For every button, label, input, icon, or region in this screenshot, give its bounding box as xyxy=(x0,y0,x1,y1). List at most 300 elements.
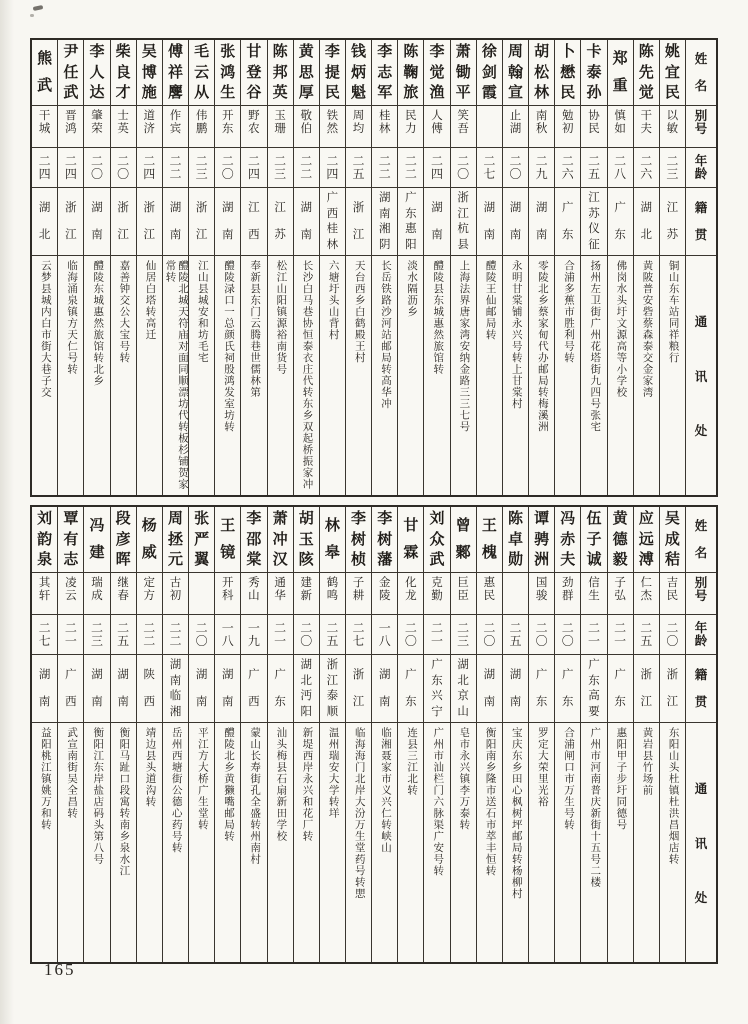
entry-origin-cell: 湖 北 沔 阳 xyxy=(294,655,319,723)
header-column xyxy=(686,40,716,495)
entry-column xyxy=(660,507,686,962)
entry-name-cell: 傅 祥 麐 xyxy=(163,40,188,106)
address-cell xyxy=(346,256,371,495)
address-text: 永明甘棠铺永兴号转上甘棠村 xyxy=(510,260,522,410)
entry-age-cell: 二 一 xyxy=(608,615,633,655)
entry-column xyxy=(215,507,241,962)
address-text: 罗定大荣里光裕 xyxy=(536,727,548,808)
entry-age-cell: 二 八 xyxy=(608,148,633,188)
entry-alias-cell: 化 龙 xyxy=(398,573,423,615)
entry-alias-cell: 金 陵 xyxy=(372,573,397,615)
address-cell xyxy=(398,723,423,962)
entry-age-cell: 二 〇 xyxy=(84,148,109,188)
entry-alias-cell: 定 方 xyxy=(137,573,162,615)
entry-alias-cell xyxy=(189,573,214,615)
entry-column xyxy=(137,40,163,495)
address-text: 汕头梅县石扇新田学校 xyxy=(275,727,287,842)
entry-alias-cell: 南 秋 xyxy=(529,106,554,148)
entry-name-cell: 张 鸿 生 xyxy=(215,40,240,106)
entry-origin-cell: 湖 南 xyxy=(32,655,57,723)
address-text: 临湘聂家市义兴仁转峡山 xyxy=(379,727,391,854)
entry-age-cell: 二 四 xyxy=(32,148,57,188)
address-cell xyxy=(424,723,449,962)
address-cell xyxy=(84,256,109,495)
address-cell xyxy=(451,256,476,495)
scan-edge-shadow xyxy=(0,0,14,1024)
entry-name-cell: 冯 建 xyxy=(84,507,109,573)
entry-alias-cell: 人 傅 xyxy=(424,106,449,148)
entry-alias-cell: 信 生 xyxy=(581,573,606,615)
entry-name-cell: 甘 霖 xyxy=(398,507,423,573)
entry-alias-cell: 勉 初 xyxy=(555,106,580,148)
entry-column xyxy=(424,507,450,962)
entry-origin-cell: 广 东 高 要 xyxy=(581,655,606,723)
entry-origin-cell: 广 东 xyxy=(398,655,423,723)
entry-origin-cell: 湖 北 京 山 xyxy=(451,655,476,723)
entry-name-cell: 毛 云 从 xyxy=(189,40,214,106)
entry-origin-cell: 广 东 xyxy=(555,188,580,256)
entry-origin-cell: 广 东 兴 宁 xyxy=(424,655,449,723)
entry-origin-cell: 湖 南 xyxy=(215,655,240,723)
entry-name-cell: 杨 威 xyxy=(137,507,162,573)
entry-origin-cell: 广 东 惠 阳 xyxy=(398,188,423,256)
entry-column xyxy=(529,40,555,495)
entry-age-cell: 二 五 xyxy=(634,615,659,655)
entry-origin-cell: 广 西 xyxy=(241,655,266,723)
entry-column xyxy=(424,40,450,495)
entry-alias-cell: 道 济 xyxy=(137,106,162,148)
entry-origin-cell: 浙 江 xyxy=(58,188,83,256)
entry-origin-cell: 湖 南 xyxy=(111,655,136,723)
entry-name-cell: 陈 邦 英 xyxy=(268,40,293,106)
address-text: 云梦县城内白市街大巷子交 xyxy=(39,260,51,398)
entry-age-cell: 二 四 xyxy=(424,148,449,188)
address-cell xyxy=(660,723,685,962)
entry-age-cell: 二 四 xyxy=(137,148,162,188)
entry-age-cell: 二 一 xyxy=(58,615,83,655)
entry-alias-cell: 仁 杰 xyxy=(634,573,659,615)
address-text: 靖边县头道沟转 xyxy=(144,727,156,808)
entry-alias-cell: 玉 珊 xyxy=(268,106,293,148)
entry-origin-cell: 湖 南 xyxy=(215,188,240,256)
entry-alias-cell: 开 科 xyxy=(215,573,240,615)
entry-origin-cell: 江 苏 xyxy=(660,188,685,256)
entry-origin-cell: 广 东 xyxy=(268,655,293,723)
address-cell xyxy=(372,256,397,495)
entry-column xyxy=(451,507,477,962)
address-text: 醴陵王仙邮局转 xyxy=(484,260,496,341)
entry-alias-cell: 肇 荣 xyxy=(84,106,109,148)
entry-column xyxy=(32,40,58,495)
address-text: 新堤西岸永兴和花厂转 xyxy=(301,727,313,842)
address-text: 惠阳甲子步圩同德号 xyxy=(615,727,627,831)
address-cell xyxy=(477,256,502,495)
entry-age-cell: 二 〇 xyxy=(660,615,685,655)
entry-name-cell: 萧 冲 汉 xyxy=(268,507,293,573)
entry-alias-cell: 开 东 xyxy=(215,106,240,148)
entry-alias-cell: 瑞 成 xyxy=(84,573,109,615)
entry-column xyxy=(189,40,215,495)
entry-column xyxy=(581,507,607,962)
address-cell xyxy=(111,256,136,495)
entry-origin-cell: 湖 南 xyxy=(163,188,188,256)
address-cell xyxy=(189,256,214,495)
address-cell xyxy=(241,723,266,962)
entry-column xyxy=(320,40,346,495)
address-text: 临海涌泉镇方天仁号转 xyxy=(66,260,78,375)
entry-age-cell: 一 八 xyxy=(215,615,240,655)
entry-column xyxy=(372,40,398,495)
entry-column xyxy=(451,40,477,495)
entry-origin-cell: 浙 江 xyxy=(634,655,659,723)
scan-artifact xyxy=(30,14,34,17)
address-text: 合浦闸口市万生号转 xyxy=(563,727,575,831)
address-text: 醴陵北城天符庙对面同顺漂坊代转板杉铺贺家常转 xyxy=(164,260,188,490)
address-cell xyxy=(398,256,423,495)
entry-column xyxy=(555,507,581,962)
entry-column xyxy=(320,507,346,962)
entry-name-cell: 胡 玉 陔 xyxy=(294,507,319,573)
address-text: 醴陵北乡黄獭嘴邮局转 xyxy=(223,727,235,842)
address-text: 合浦多蕉市胜利号转 xyxy=(563,260,575,364)
address-text: 嘉善钟交公大宝号转 xyxy=(118,260,130,364)
entry-age-cell: 二 二 xyxy=(372,148,397,188)
address-text: 黄岩县竹场前 xyxy=(641,727,653,796)
entry-alias-cell: 止 湖 xyxy=(503,106,528,148)
entry-age-cell: 二 〇 xyxy=(215,148,240,188)
address-cell xyxy=(503,256,528,495)
address-cell xyxy=(660,256,685,495)
address-cell xyxy=(424,256,449,495)
entry-alias-cell: 晋 鸿 xyxy=(58,106,83,148)
entry-name-cell: 熊 武 xyxy=(32,40,57,106)
address-cell xyxy=(294,723,319,962)
address-cell xyxy=(634,723,659,962)
entry-age-cell: 二 七 xyxy=(32,615,57,655)
entry-name-cell: 尹 任 武 xyxy=(58,40,83,106)
address-cell xyxy=(634,256,659,495)
entry-alias-cell: 铁 然 xyxy=(320,106,345,148)
address-text: 零陵北乡蔡家甸代办邮局转梅溪洲 xyxy=(536,260,548,433)
entry-name-cell: 胡 松 林 xyxy=(529,40,554,106)
entry-alias-cell xyxy=(503,573,528,615)
entry-age-cell: 二 〇 xyxy=(111,148,136,188)
entry-name-cell: 甘 登 谷 xyxy=(241,40,266,106)
entry-alias-cell: 作 宾 xyxy=(163,106,188,148)
entry-origin-cell: 湖 南 xyxy=(189,655,214,723)
entry-alias-cell: 民 力 xyxy=(398,106,423,148)
entry-age-cell: 二 七 xyxy=(477,148,502,188)
address-cell xyxy=(529,256,554,495)
entry-name-cell: 李 觉 渔 xyxy=(424,40,449,106)
entry-alias-cell: 继 春 xyxy=(111,573,136,615)
entry-origin-cell: 广 东 xyxy=(608,655,633,723)
entry-column xyxy=(84,507,110,962)
address-text: 淡水隔沥乡 xyxy=(406,260,418,318)
entry-alias-cell: 其 轩 xyxy=(32,573,57,615)
entry-origin-cell: 湖 北 xyxy=(32,188,57,256)
address-cell xyxy=(294,256,319,495)
address-text: 衡阳马趾口段寓转南乡泉水江 xyxy=(118,727,130,877)
address-text: 江山县城安和坊毛宅 xyxy=(196,260,208,364)
entry-alias-cell: 野 农 xyxy=(241,106,266,148)
entry-origin-cell: 湖 南 xyxy=(424,188,449,256)
entry-age-cell: 二 二 xyxy=(294,148,319,188)
address-cell xyxy=(555,256,580,495)
entry-name-cell: 李 提 民 xyxy=(320,40,345,106)
address-text: 广州市河南普庆新街十五号二楼 xyxy=(589,727,601,888)
entry-name-cell: 应 远 溥 xyxy=(634,507,659,573)
entry-column xyxy=(111,40,137,495)
entry-column xyxy=(503,40,529,495)
address-cell xyxy=(163,723,188,962)
entry-name-cell: 王 槐 xyxy=(477,507,502,573)
entry-alias-cell: 凌 云 xyxy=(58,573,83,615)
address-cell xyxy=(32,256,57,495)
entry-age-cell: 二 〇 xyxy=(529,615,554,655)
address-cell xyxy=(137,723,162,962)
entry-column xyxy=(503,507,529,962)
entry-origin-cell: 湖 南 xyxy=(477,655,502,723)
address-text: 仙居白塔转高迁 xyxy=(144,260,156,341)
entry-origin-cell: 江 西 xyxy=(241,188,266,256)
entry-age-cell: 二 六 xyxy=(634,148,659,188)
address-text: 长沙白马巷协恒泰衣庄代转东乡双起桥振家冲 xyxy=(301,260,313,490)
entry-age-cell: 二 四 xyxy=(58,148,83,188)
entry-age-cell: 二 二 xyxy=(398,148,423,188)
entry-column xyxy=(529,507,555,962)
entry-name-cell: 卡 泰 孙 xyxy=(581,40,606,106)
entry-alias-cell: 秀 山 xyxy=(241,573,266,615)
entry-age-cell: 二 五 xyxy=(581,148,606,188)
entry-alias-cell: 以 敏 xyxy=(660,106,685,148)
entry-age-cell: 二 〇 xyxy=(398,615,423,655)
address-text: 蒙山长寿街孔全盛转州南村 xyxy=(249,727,261,865)
address-cell xyxy=(111,723,136,962)
entry-age-cell: 二 一 xyxy=(581,615,606,655)
address-cell xyxy=(503,723,528,962)
entry-column xyxy=(58,40,84,495)
entry-origin-cell: 陕 西 xyxy=(137,655,162,723)
address-text: 佛岗水头圩文源高等小学校 xyxy=(615,260,627,398)
entry-age-cell: 二 〇 xyxy=(503,148,528,188)
entry-name-cell: 覃 有 志 xyxy=(58,507,83,573)
entry-column xyxy=(555,40,581,495)
entry-age-cell: 二 一 xyxy=(424,615,449,655)
entry-column xyxy=(477,507,503,962)
entry-name-cell: 黄 德 毅 xyxy=(608,507,633,573)
address-cell xyxy=(32,723,57,962)
entry-origin-cell: 浙 江 xyxy=(137,188,162,256)
entry-alias-cell: 士 英 xyxy=(111,106,136,148)
address-text: 武宣南街吴全昌转 xyxy=(66,727,78,819)
entry-column xyxy=(32,507,58,962)
entry-column xyxy=(241,507,267,962)
entry-origin-cell: 广 西 xyxy=(58,655,83,723)
entry-name-cell: 李 志 军 xyxy=(372,40,397,106)
entry-alias-cell: 子 弘 xyxy=(608,573,633,615)
address-text: 扬州左卫街广州花塔街九四号张宅 xyxy=(589,260,601,433)
entry-column xyxy=(660,40,686,495)
entry-age-cell: 二 〇 xyxy=(451,148,476,188)
entry-alias-cell: 劲 群 xyxy=(555,573,580,615)
entry-column xyxy=(268,40,294,495)
entry-age-cell: 二 〇 xyxy=(477,615,502,655)
entry-alias-cell: 协 民 xyxy=(581,106,606,148)
address-text: 铜山东车站同祥粮行 xyxy=(667,260,679,364)
address-text: 上海法界唐家湾安纳金路三三七号 xyxy=(458,260,470,433)
entry-origin-cell: 湖 南 xyxy=(84,655,109,723)
entry-column xyxy=(608,40,634,495)
entry-alias-cell: 子 耕 xyxy=(346,573,371,615)
address-cell xyxy=(215,723,240,962)
entry-origin-cell: 江 苏 xyxy=(268,188,293,256)
entry-name-cell: 张 严 翼 xyxy=(189,507,214,573)
entry-origin-cell: 广 东 xyxy=(529,655,554,723)
page-number: 165 xyxy=(44,960,76,979)
entry-name-cell: 吴 博 施 xyxy=(137,40,162,106)
entry-name-cell: 刘 众 武 xyxy=(424,507,449,573)
header-address: 通 讯 处 xyxy=(694,782,708,905)
entry-age-cell: 一 八 xyxy=(372,615,397,655)
entry-column xyxy=(294,507,320,962)
entry-column xyxy=(189,507,215,962)
entry-origin-cell: 湖 南 xyxy=(294,188,319,256)
entry-column xyxy=(58,507,84,962)
address-text: 皂市永兴镇李万泰转 xyxy=(458,727,470,831)
entry-name-cell: 刘 韵 泉 xyxy=(32,507,57,573)
address-cell xyxy=(608,723,633,962)
address-cell xyxy=(372,723,397,962)
header-name: 姓 名 xyxy=(686,507,716,573)
entry-name-cell: 徐 剑 霞 xyxy=(477,40,502,106)
address-cell xyxy=(581,723,606,962)
entry-name-cell: 萧 锄 平 xyxy=(451,40,476,106)
entry-origin-cell: 湖 南 xyxy=(372,655,397,723)
address-cell xyxy=(84,723,109,962)
entry-origin-cell: 湖 南 xyxy=(529,188,554,256)
address-cell xyxy=(608,256,633,495)
entry-origin-cell: 湖 北 xyxy=(634,188,659,256)
entry-column xyxy=(372,507,398,962)
entry-alias-cell: 国 骏 xyxy=(529,573,554,615)
header-age: 年 龄 xyxy=(686,148,716,188)
address-cell xyxy=(137,256,162,495)
entry-age-cell: 二 二 xyxy=(137,615,162,655)
header-name: 姓 名 xyxy=(686,40,716,106)
entry-column xyxy=(268,507,294,962)
address-cell xyxy=(58,723,83,962)
entry-name-cell: 段 彦 晖 xyxy=(111,507,136,573)
address-text: 岳州西塘街公德心药号转 xyxy=(170,727,182,854)
address-text: 临海海门北岸大汾万生堂药号转愳 xyxy=(353,727,365,900)
entry-origin-cell: 湖 南 xyxy=(84,188,109,256)
entry-age-cell: 二 四 xyxy=(241,148,266,188)
header-age: 年 龄 xyxy=(686,615,716,655)
entry-name-cell: 钱 炳 魁 xyxy=(346,40,371,106)
header-column xyxy=(686,507,716,962)
address-cell xyxy=(477,723,502,962)
entry-column xyxy=(608,507,634,962)
entry-alias-cell: 鹤 鸣 xyxy=(320,573,345,615)
entry-name-cell: 曾 鄹 xyxy=(451,507,476,573)
entry-alias-cell: 克 勤 xyxy=(424,573,449,615)
entry-name-cell: 冯 赤 夫 xyxy=(555,507,580,573)
header-origin: 籍 贯 xyxy=(686,188,716,256)
entry-age-cell: 二 〇 xyxy=(189,615,214,655)
entry-age-cell: 二 五 xyxy=(503,615,528,655)
header-alias: 别 号 xyxy=(686,106,716,148)
entry-column xyxy=(215,40,241,495)
entry-name-cell: 黄 思 厚 xyxy=(294,40,319,106)
address-cell xyxy=(241,256,266,495)
address-text: 松江山阳镇源裕南货号 xyxy=(275,260,287,375)
entry-origin-cell: 浙 江 xyxy=(189,188,214,256)
address-text: 衡阳江东岸盐店码头第八号 xyxy=(92,727,104,865)
entry-age-cell: 二 三 xyxy=(451,615,476,655)
address-cell xyxy=(268,723,293,962)
address-text: 平江方大桥广生堂转 xyxy=(196,727,208,831)
entry-origin-cell: 广 西 桂 林 xyxy=(320,188,345,256)
entry-name-cell: 郑 重 xyxy=(608,40,633,106)
entry-column xyxy=(581,40,607,495)
entry-column xyxy=(346,507,372,962)
entry-origin-cell: 广 东 xyxy=(608,188,633,256)
address-cell xyxy=(555,723,580,962)
entry-alias-cell xyxy=(477,106,502,148)
entry-column xyxy=(634,40,660,495)
address-text: 醴陵东城惠然旅馆转北乡 xyxy=(92,260,104,387)
address-cell xyxy=(189,723,214,962)
address-text: 宝庆东乡田心枫树坪邮局转杨柳村 xyxy=(510,727,522,900)
entry-name-cell: 李 树 桢 xyxy=(346,507,371,573)
entry-column xyxy=(84,40,110,495)
entry-name-cell: 陈 鞠 旅 xyxy=(398,40,423,106)
address-cell xyxy=(581,256,606,495)
address-text: 天台西乡白鹤殿王村 xyxy=(353,260,365,364)
entry-age-cell: 二 六 xyxy=(555,148,580,188)
entry-age-cell: 二 二 xyxy=(163,615,188,655)
entry-age-cell: 二 二 xyxy=(163,148,188,188)
entry-age-cell: 一 九 xyxy=(241,615,266,655)
entry-age-cell: 二 九 xyxy=(529,148,554,188)
entry-age-cell: 二 五 xyxy=(346,148,371,188)
address-cell xyxy=(346,723,371,962)
header-address: 通 讯 处 xyxy=(694,315,708,438)
entry-name-cell: 姚 宜 民 xyxy=(660,40,685,106)
entry-alias-cell: 周 均 xyxy=(346,106,371,148)
address-text: 醴陵县东城惠然旅馆转 xyxy=(432,260,444,375)
entry-origin-cell: 浙 江 xyxy=(346,655,371,723)
address-cell xyxy=(529,723,554,962)
entry-alias-cell: 惠 民 xyxy=(477,573,502,615)
entry-column xyxy=(294,40,320,495)
entry-column xyxy=(163,40,189,495)
entry-alias-cell: 古 初 xyxy=(163,573,188,615)
entry-origin-cell: 广 东 xyxy=(555,655,580,723)
address-cell xyxy=(320,256,345,495)
entry-column xyxy=(241,40,267,495)
entry-origin-cell: 江 苏 仪 征 xyxy=(581,188,606,256)
entry-name-cell: 王 镜 xyxy=(215,507,240,573)
address-cell xyxy=(163,256,188,495)
entry-alias-cell: 巨 臣 xyxy=(451,573,476,615)
address-text: 益阳桃江镇姚万和转 xyxy=(39,727,51,831)
entry-age-cell: 二 三 xyxy=(189,148,214,188)
entry-name-cell: 卜 懋 民 xyxy=(555,40,580,106)
entry-name-cell: 陈 卓 勋 xyxy=(503,507,528,573)
entry-age-cell: 二 一 xyxy=(268,615,293,655)
